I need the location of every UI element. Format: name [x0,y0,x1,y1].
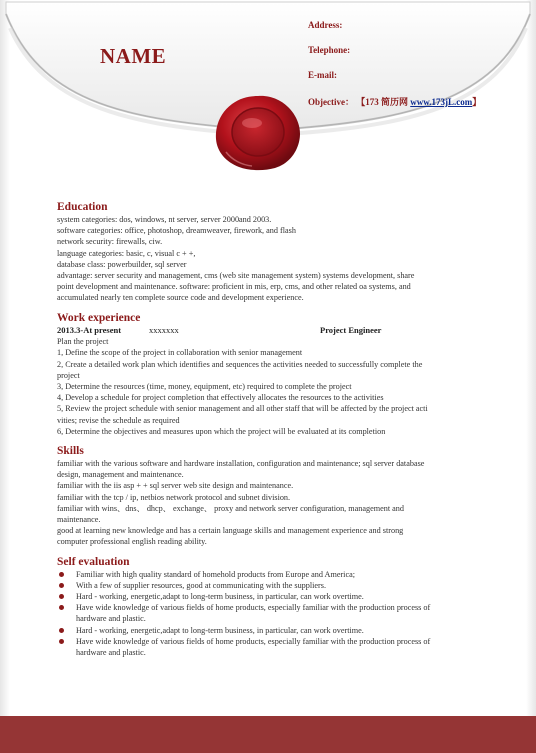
education-line: point development and maintenance. software: proficient in mis, erp, cms, and other related oa systems, and [57,282,411,292]
bullet-icon [59,639,64,644]
list-item [57,569,499,580]
list-item-text: Have wide knowledge of various fields of home products, especially familiar with the production process of [76,636,431,646]
job-header [57,325,499,337]
job-date: 2013.3-At present [57,324,122,335]
list-item [57,636,499,658]
job-company: xxxxxxx [149,324,179,335]
bullet-icon [59,583,64,588]
work-line: 2, Create a detailed work plan which identifies and sequences the activities needed to successfully complete the [57,359,423,369]
work-title: Work experience [57,311,141,324]
skills-section [57,444,499,548]
work-line: 4, Develop a schedule for project completion that effectively allocates the resources to the activities [57,393,384,403]
list-item-text: Hard - working, energetic,adapt to long-term business, in particular, can work overtime. [76,591,364,601]
list-item-text: Familiar with high quality standard of homehold products from Europe and America; [76,569,355,579]
list-item-text: Have wide knowledge of various fields of home products, especially familiar with the production process of [76,603,431,613]
list-item-text: hardware and plastic. [76,648,146,657]
list-item [57,602,499,624]
list-item-text: hardware and plastic. [76,614,146,624]
telephone-label: Telephone: [308,45,351,55]
list-item [57,625,499,636]
work-section [57,311,499,437]
skills-line: maintenance. [57,514,101,524]
skills-line: computer professional english reading ability. [57,537,207,547]
bullet-icon [59,628,64,633]
address-label: Address: [308,20,343,30]
skills-line: familiar with the iis asp + + sql server web site design and maintenance. [57,481,294,491]
education-line: language categories: basic, c, visual c + +, [57,248,196,258]
education-line: software categories: office, photoshop, dreamweaver, firework, and flash [57,226,296,236]
education-line: accumulated nearly ten complete source code and development experience. [57,293,304,303]
email-label: E-mail: [308,70,337,80]
education-line: network security: firewalls, ciw. [57,237,163,247]
skills-line: design, management and maintenance. [57,470,184,480]
bullet-icon [59,572,64,577]
self-evaluation-section [57,555,499,659]
education-section [57,200,499,304]
list-item [57,591,499,602]
list-item-text: Hard - working, energetic,adapt to long-term business, in particular, can work overtime. [76,625,364,635]
work-line: Plan the project [57,337,109,347]
self-evaluation-list [57,569,499,659]
work-line: project [57,370,80,380]
education-line: advantage: server security and management, cms (web site management system) systems development, share [57,271,415,281]
skills-line: good at learning new knowledge and has a certain language skills and management experience and strong [57,526,404,536]
work-line: 1, Define the scope of the project in collaboration with senior management [57,348,303,358]
education-line: database class: powerbuilder, sql server [57,259,187,269]
bullet-icon [59,594,64,599]
skills-line: familiar with the tcp / ip, netbios network protocol and subnet division. [57,492,291,502]
education-line: system categories: dos, windows, nt server, server 2000and 2003. [57,215,272,224]
self-evaluation-title: Self evaluation [57,555,130,568]
skills-title: Skills [57,444,84,457]
skills-line: familiar with wins、dns、 dhcp、 exchange、 proxy and network server configuration, management and [57,503,404,513]
work-line: vities; revise the schedule as required [57,415,180,425]
candidate-name: NAME [100,44,167,68]
objective-site-link[interactable]: www.173jL.com [410,97,473,107]
work-line: 5, Review the project schedule with senior management and all other staff that will be affected by the project acti [57,404,428,414]
resume-content [57,200,499,665]
list-item [57,580,499,591]
list-item-text: With a few of supplier resources, good at communicating with the suppliers. [76,580,327,590]
skills-line: familiar with the various software and hardware installation, configuration and maintenance; sql server database [57,458,425,468]
objective-line [308,95,481,108]
work-line: 3, Determine the resources (time, money, equipment, etc) required to complete the project [57,381,352,391]
objective-close: 】 [472,97,482,107]
objective-label: Objective： [308,97,354,107]
wax-seal-icon [212,92,304,172]
bullet-icon [59,605,64,610]
job-position: Project Engineer [320,324,382,335]
work-line: 6, Determine the objectives and measures upon which the project will be evaluated at its completion [57,426,386,436]
education-title: Education [57,201,108,213]
objective-brand: 【173 简历网 [356,97,409,107]
footer-bar [0,716,536,753]
